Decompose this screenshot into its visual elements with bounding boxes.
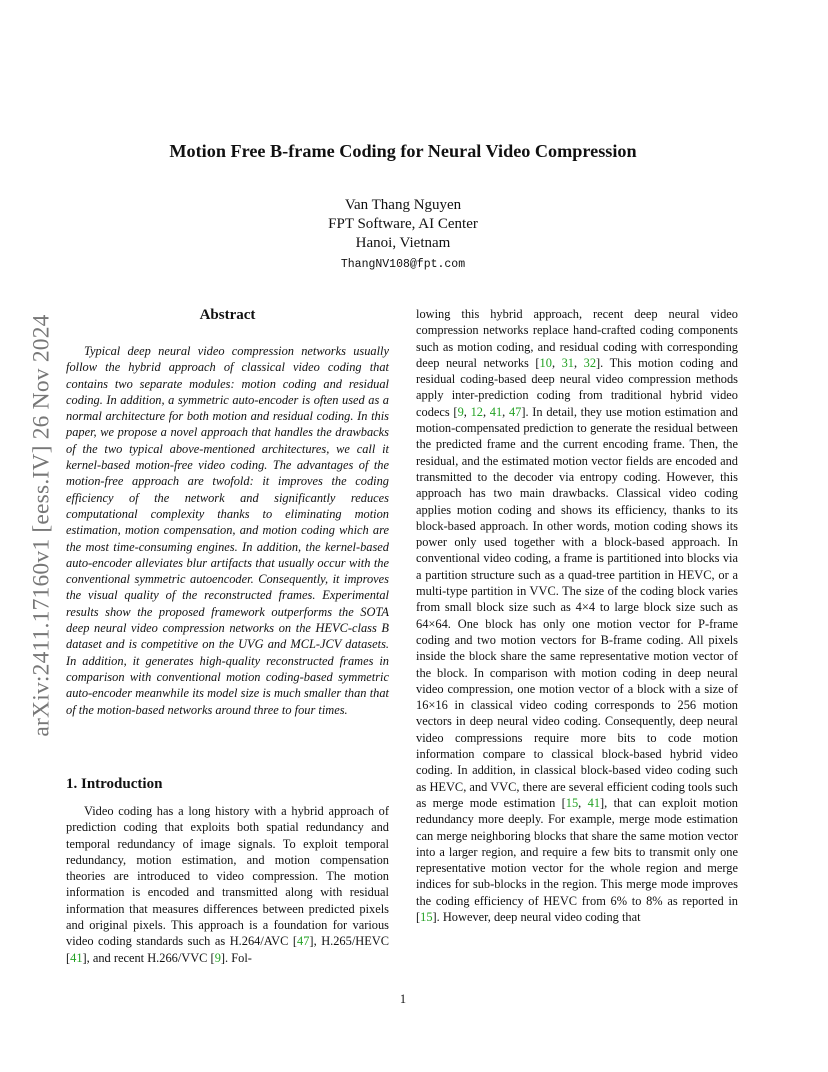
arxiv-identifier	[22, 280, 62, 770]
citation-link[interactable]: 32	[583, 355, 597, 370]
body-text: ]. In detail, they use motion estimation and motion-compensated prediction to generate the residual between the predicted frame and the current encoding frame. Then, the residual, and the estimated motion vector fields are encoded and transmitted to the decoder via entropy coding. However, this approach has two main drawbacks. Classical video coding applies motion coding and shows its efficiency, thanks to its block-based approach. In other words, motion coding shows its power only used together with a block-based approach. In conventional video coding, a frame is partitioned into blocks via a partition structure such as a quad-tree partition in HEVC, or a multi-type partition in VVC. The size of the coding block varies from small block size such as 4×4 to large block size such as 64×64. One block has only one motion vector for P-frame coding and two motion vectors for B-frame coding. All pixels inside the block share the same representative motion vector of the block. In comparison with motion coding in deep neural video compression, one motion vector of a block with a size of 16×16 in classical video coding corresponds to 256 motion vectors in deep neural video coding. Consequently, deep neural video compressions require more bits to code motion information compare to classical block-based hybrid video coding. In addition, in classical block-based video coding such as HEVC, and VVC, there are several efficient coding tools such as merge mode estimation [	[416, 404, 738, 810]
abstract-text: Typical deep neural video compression networks usually follow the hybrid approach of classical video coding that contains two separate modules: motion coding and residual coding. In addition, a symmetric auto-encoder is often used as a normal architecture for both motion and residual coding. In this paper, we propose a novel approach that handles the drawbacks of the two typical above-mentioned architectures, we call it kernel-based motion-free video coding. The advantages of the motion-free approach are twofold: it improves the coding efficiency of the network and significantly reduces computational complexity thanks to eliminating motion estimation, motion compensation, and motion coding which are the most time-consuming engines. In addition, the kernel-based auto-encoder alleviates blur artifacts that usually occur with the conventional symmetric autoencoder. Consequently, it improves the visual quality of the reconstructed frames. Experimental results show the proposed framework outperforms the SOTA deep neural video compression networks on the HEVC-class B dataset and is competitive on the UVG and MCL-JCV datasets. In addition, it generates high-quality reconstructed frames in comparison with conventional motion coding-based symmetric auto-encoder meanwhile its model size is much smaller than that of the motion-based networks around three to four times.	[66, 344, 389, 717]
author-affiliation: FPT Software, AI Center	[328, 216, 478, 232]
body-text: ], that can exploit motion redundancy more deeply. For example, merge mode estimation can merge neighboring blocks that share the same motion vector into a larger region, and require a few bits to transmit only one representative motion vector for the whole region and merge indices for sub-blocks in the region. This merge mode improves the coding efficiency of HEVC from 6% to 8% as reported in [	[416, 795, 738, 924]
citation-link[interactable]: 9	[214, 950, 221, 965]
citation-link[interactable]: 47	[297, 934, 310, 949]
citation-link[interactable]: 41	[70, 950, 83, 965]
citation-link[interactable]: 31	[561, 355, 574, 370]
right-column-text: lowing this hybrid approach, recent deep neural video compression networks replace hand-crafted coding components such as motion coding, and residual coding with corresponding deep neural networks [10, 31, 32]. This motion coding and residual coding-based deep neural video compression methods apply inter-prediction coding from traditional hybrid video codecs [9, 12, 41, 47]. In detail, they use motion estimation and motion-compensated prediction to generate the residual between the predicted frame and the current encoding frame. Then, the residual, and the estimated motion vector fields are encoded and transmitted to the decoder via entropy coding. However, this approach has two main drawbacks. Classical video coding applies motion coding and shows its efficiency, thanks to its block-based approach. In other words, motion coding shows its power only used together with a block-based approach. In conventional video coding, a frame is partitioned into blocks via a partition structure such as a quad-tree partition in HEVC, or a multi-type partition in VVC. The size of the coding block varies from small block size such as 4×4 to large block size such as 64×64. One block has only one motion vector for P-frame coding and two motion vectors for B-frame coding. All pixels inside the block share the same representative motion vector of the block. In comparison with motion coding in deep neural video compression, one motion vector of a block with a size of 16×16 in classical video coding corresponds to 256 motion vectors in deep neural video coding. Consequently, deep neural video compressions require more bits to code motion information compare to classical block-based hybrid video coding. In addition, in classical block-based video coding such as HEVC, and VVC, there are several efficient coding tools such as merge mode estimation [15, 41], that can exploit motion redundancy more deeply. For example, merge mode estimation can merge neighboring blocks that share the same motion vector into a larger region, and require a few bits to transmit only one representative motion vector for the whole region and merge indices for sub-blocks in the region. This merge mode improves the coding efficiency of HEVC from 6% to 8% as reported in [15]. However, deep neural video coding that	[416, 307, 738, 924]
citation-link[interactable]: 15	[565, 795, 579, 810]
author-block	[0, 196, 806, 272]
paper-title: Motion Free B-frame Coding for Neural Video Compression	[169, 141, 637, 161]
intro-text: . Fol-	[225, 950, 252, 965]
intro-text: , H.265/HEVC	[313, 934, 389, 949]
author-name: Van Thang Nguyen	[344, 197, 462, 213]
abstract-heading: Abstract	[199, 307, 256, 323]
section-heading-introduction: 1. Introduction	[66, 776, 163, 792]
page-number: 1	[399, 992, 407, 1006]
body-text: lowing this hybrid approach, recent deep neural video compression networks replace hand-crafted coding components such as motion coding, and residual coding with corresponding deep neural networks [	[416, 307, 738, 370]
body-text: ]. However, deep neural video coding that	[432, 909, 641, 924]
arxiv-identifier-text: arXiv:2411.17160v1 [eess.IV] 26 Nov 2024	[28, 313, 55, 737]
citation-link[interactable]: 41	[489, 404, 503, 419]
citation-link[interactable]: 41	[587, 795, 601, 810]
citation-link[interactable]: 9	[457, 404, 464, 419]
introduction-paragraph: Video coding has a long history with a hybrid approach of prediction coding that exploits both spatial redundancy and temporal redundancy of image signals. To exploit temporal redundancy, motion estimation, and motion compensation theories are introduced to video compression. The motion information is encoded and transmitted along with residual information that measures differences between predicted pixels and original pixels. This approach is a foundation for various video coding standards such as H.264/AVC [47], H.265/HEVC [41], and recent H.266/VVC [9]. Fol-	[66, 804, 389, 965]
author-location: Hanoi, Vietnam	[355, 235, 451, 251]
intro-text: Video coding has a long history with a hybrid approach of prediction coding that exploits both spatial redundancy and temporal redundancy of image signals. To exploit temporal redundancy, motion estimation, and motion compensation theories are introduced to video compression. The motion information is encoded and transmitted along with residual information that measures differences between predicted pixels and original pixels. This approach is a foundation for various video coding standards such as H.264/AVC	[66, 804, 389, 949]
citation-link[interactable]: 47	[508, 404, 522, 419]
intro-text: , and recent H.266/VVC	[86, 950, 208, 965]
citation-link[interactable]: 15	[420, 909, 433, 924]
author-email: ThangNV108@fpt.com	[340, 258, 466, 271]
citation-link[interactable]: 12	[470, 404, 483, 419]
citation-link[interactable]: 10	[539, 355, 552, 370]
body-text: ]. This motion coding and residual coding-based deep neural video compression methods apply inter-prediction coding from traditional hybrid video codecs [	[416, 355, 738, 419]
